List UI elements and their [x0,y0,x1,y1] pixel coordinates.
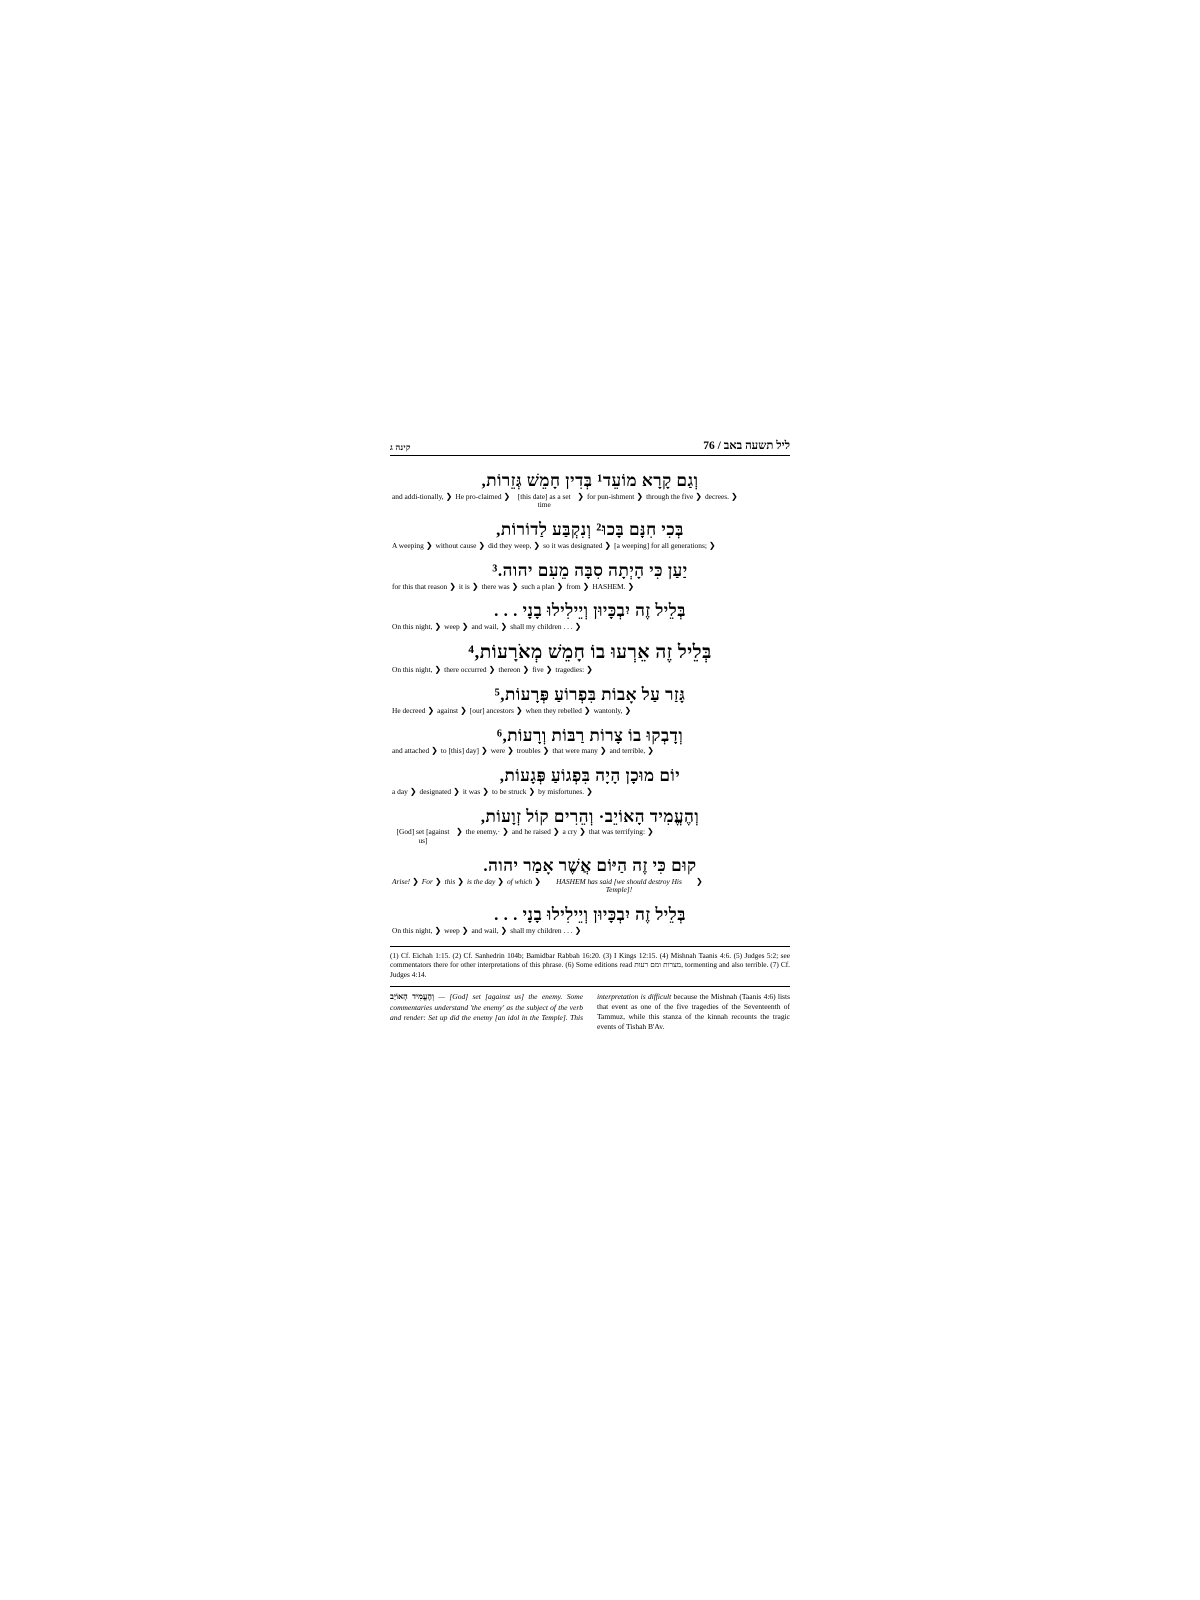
gloss-word: is the day [466,876,496,886]
chevron-icon: ❮ [412,876,419,886]
gloss-word: the enemy,· [465,827,501,837]
commentary-lemma: וְהֶעֱמִיד הָאוֹיֵב [390,992,435,1002]
chevron-icon: ❮ [604,540,612,550]
verse-block [390,641,790,675]
verse-translation [390,747,790,756]
gloss-word: weep [444,925,460,935]
gloss-word: through the five [646,491,694,501]
verse-hebrew: וְדָבְקוּ בוֹ צָרוֹת רַבּוֹת וְרָעוֹת,⁶ [496,725,684,745]
gloss-word: for this that reason [392,581,448,591]
chevron-icon: ❮ [579,827,586,837]
chevron-icon: ❮ [478,540,486,550]
refrain-translation [390,927,790,936]
gloss-word: and attached [392,746,430,756]
source-notes: (1) Cf. Eichah 1:15. (2) Cf. Sanhedrin 104b; Bamidbar Rabbah 16:20. (3) I Kings 12:15. (4) Mishnah Taanis 4:6. (5) Judges 5:2; see commentators there for other interpretations of this phrase. (6) Some editions read מצרות ומם רעות, tormenting and also terrible. (7) Cf. Judges 4:14. [390,946,790,981]
verse-hebrew: יוֹם מוּכָן הָיָה בִּפְגוֹעַ פְּגָעוֹת, [499,766,681,786]
refrain-block [390,600,790,632]
gloss-word: did they weep, [488,540,532,550]
header-kinnah-label: קינה ג [390,442,411,452]
chevron-icon: ❮ [434,622,442,632]
chevron-icon: ❮ [695,876,703,886]
chevron-icon: ❮ [456,827,463,837]
gloss-word: shall my children . . . [510,622,573,632]
verse-hebrew: בְּכִי חִנָּם בָּכוּ² וְנִקְבַּע לַדוֹרוֹת, [496,520,684,540]
chevron-icon: ❮ [582,581,590,591]
chevron-icon: ❮ [695,491,702,501]
gloss-word: [this date] as a set time [517,491,571,510]
page-header [390,440,790,456]
chevron-icon: ❮ [542,746,550,756]
chevron-icon: ❮ [457,876,464,886]
chevron-icon: ❮ [636,491,644,501]
chevron-icon: ❮ [449,581,456,591]
gloss-word: that were many [552,746,598,756]
chevron-icon: ❮ [545,665,553,675]
gloss-word: HASHEM. [592,581,626,591]
verse-hebrew: גָּזַר עַל אָבוֹת בִּפְרוֹעַ פְּרָעוֹת,⁵ [494,684,686,704]
chevron-icon: ❮ [507,746,514,756]
chevron-icon: ❮ [471,581,479,591]
commentary-section [390,986,790,1032]
chevron-icon: ❮ [627,581,635,591]
verse-translation [390,542,790,551]
chevron-icon: ❮ [497,876,504,886]
verse-block [390,519,790,551]
gloss-word: it is [458,581,470,591]
chevron-icon: ❮ [461,925,469,935]
chevron-icon: ❮ [453,786,460,796]
chevron-icon: ❮ [500,622,508,632]
gloss-word: and addi-tionally, [392,491,444,501]
chevron-icon: ❮ [647,746,654,756]
gloss-word: there occurred [444,665,487,675]
header-title-and-page-number: ליל תשעה באב / 76 [703,440,790,452]
gloss-word: and he raised [511,827,551,837]
chevron-icon: ❮ [425,540,433,550]
gloss-word: decrees. [704,491,729,501]
chevron-icon: ❮ [431,746,438,756]
gloss-word: On this night, [392,925,433,935]
commentary-text-column-1: — [God] set [against us] the enemy. Some commentaries understand 'the enemy' as the subject of the verb and render: Set up did the enemy [an idol in the Temple]. This interpretation is difficult [390,992,672,1022]
verse-translation [390,666,790,675]
chevron-icon: ❮ [481,746,488,756]
chevron-icon: ❮ [434,665,442,675]
gloss-word: a cry [562,827,578,837]
chevron-icon: ❮ [586,665,593,675]
gloss-word: [God] set [against us] [396,827,450,846]
verse-list [390,470,790,936]
gloss-word: that was terrifying: [588,827,646,837]
chevron-icon: ❮ [574,622,582,632]
gloss-word: thereon [498,665,521,675]
refrain-block [390,904,790,936]
gloss-word: shall my children . . . [510,925,573,935]
verse-hebrew: וְגַם קָרָא מוֹעֵד¹ בְּדִין חָמֵשׁ גְּזֵרוֹת, [481,471,699,490]
gloss-word: there was [481,581,510,591]
chevron-icon: ❮ [503,491,511,501]
gloss-word: it was [462,786,481,796]
verse-block [390,684,790,716]
gloss-word: and wail, [471,622,499,632]
chevron-icon: ❮ [731,491,738,501]
chevron-icon: ❮ [574,925,582,935]
chevron-icon: ❮ [528,786,536,796]
gloss-word: HASHEM has said [we should destroy His Temple]! [556,876,682,895]
chevron-icon: ❮ [500,925,508,935]
gloss-word: He pro-claimed [455,491,502,501]
commentary-text-column-2: because the Mishnah (Taanis 4:6) lists that event as one of the five tragedies of the Seventeenth of Tammuz, while this stanza of the kinnah recounts the tragic events of Tishah B'Av. [597,992,790,1032]
chevron-icon: ❮ [708,540,716,550]
chevron-icon: ❮ [522,665,530,675]
chevron-icon: ❮ [460,705,467,715]
gloss-word: a day [392,786,408,796]
chevron-icon: ❮ [409,786,417,796]
refrain-hebrew: בְּלֵיל זֶה יִבְכָּיוּן וְיֵילִילוּ בָנָי . . . [494,601,686,621]
gloss-word: [our] ancestors [469,705,514,715]
chevron-icon: ❮ [583,705,591,715]
chevron-icon: ❮ [502,827,509,837]
gloss-word: weep [444,622,460,632]
chevron-icon: ❮ [445,491,453,501]
chevron-icon: ❮ [586,786,593,796]
chevron-icon: ❮ [556,581,564,591]
gloss-word: On this night, [392,665,433,675]
verse-hebrew: יַעַן כִּי הָיְתָה סִבָּה מֵעִם יהוה.³ [492,560,688,580]
gloss-word: tragedies: [555,665,585,675]
chevron-icon: ❮ [624,705,632,715]
verse-block [390,560,790,592]
chevron-icon: ❮ [515,705,523,715]
refrain-hebrew: בְּלֵיל זֶה יִבְכָּיוּן וְיֵילִילוּ בָנָי . . . [494,905,686,925]
verse-block [390,855,790,895]
gloss-word: and wail, [471,925,499,935]
chevron-icon: ❮ [534,876,541,886]
chevron-icon: ❮ [482,786,489,796]
gloss-word: [a weeping] for all generations; [614,540,707,550]
chevron-icon: ❮ [427,705,435,715]
gloss-word: such a plan [521,581,555,591]
verse-translation [390,828,790,845]
gloss-word: On this night, [392,622,433,632]
gloss-word: of which [506,876,533,886]
verse-translation [390,583,790,592]
page-body [390,440,790,1032]
gloss-word: when they rebelled [525,705,582,715]
verse-hebrew: קוּם כִּי זֶה הַיּוֹם אֲשֶׁר אָמַר יהוה. [483,855,697,875]
gloss-word: against [437,705,459,715]
gloss-word: troubles [516,746,541,756]
gloss-word: to be struck [491,786,527,796]
verse-block [390,765,790,797]
verse-translation [390,878,790,895]
verse-translation [390,493,790,510]
refrain-translation [390,623,790,632]
gloss-word: five [532,665,544,675]
verse-translation [390,707,790,716]
gloss-word: He decreed [392,705,426,715]
chevron-icon: ❮ [461,622,469,632]
chevron-icon: ❮ [434,925,442,935]
gloss-word: designated [419,786,452,796]
chevron-icon: ❮ [488,665,496,675]
gloss-word: wantonly, [593,705,623,715]
gloss-word: and terrible, [609,746,646,756]
chevron-icon: ❮ [647,827,654,837]
gloss-word: by misfortunes. [538,786,585,796]
gloss-word: for pun-ishment [586,491,635,501]
chevron-icon: ❮ [599,746,607,756]
gloss-word: Arise! [392,876,411,886]
chevron-icon: ❮ [511,581,519,591]
verse-translation [390,788,790,797]
gloss-word: were [490,746,506,756]
gloss-word: from [566,581,581,591]
chevron-icon: ❮ [577,491,584,501]
chevron-icon: ❮ [533,540,541,550]
verse-hebrew: בְּלֵיל זֶה אֵרְעוּ בוֹ חָמֵשׁ מְאֹרָעוֹת,⁴ [468,641,712,663]
gloss-word: this [444,876,456,886]
gloss-word: to [this] day] [440,746,480,756]
verse-block [390,470,790,510]
gloss-word: A weeping [392,540,424,550]
verse-block [390,806,790,846]
gloss-word: For [421,876,433,886]
chevron-icon: ❮ [552,827,560,837]
verse-hebrew: וְהֶעֱמִיד הָאוֹיֵב· וְהֵרִים קוֹל זְוָעוֹת, [480,806,700,826]
verse-block [390,725,790,757]
gloss-word: without cause [435,540,477,550]
gloss-word: so it was designated [543,540,603,550]
chevron-icon: ❮ [434,876,442,886]
